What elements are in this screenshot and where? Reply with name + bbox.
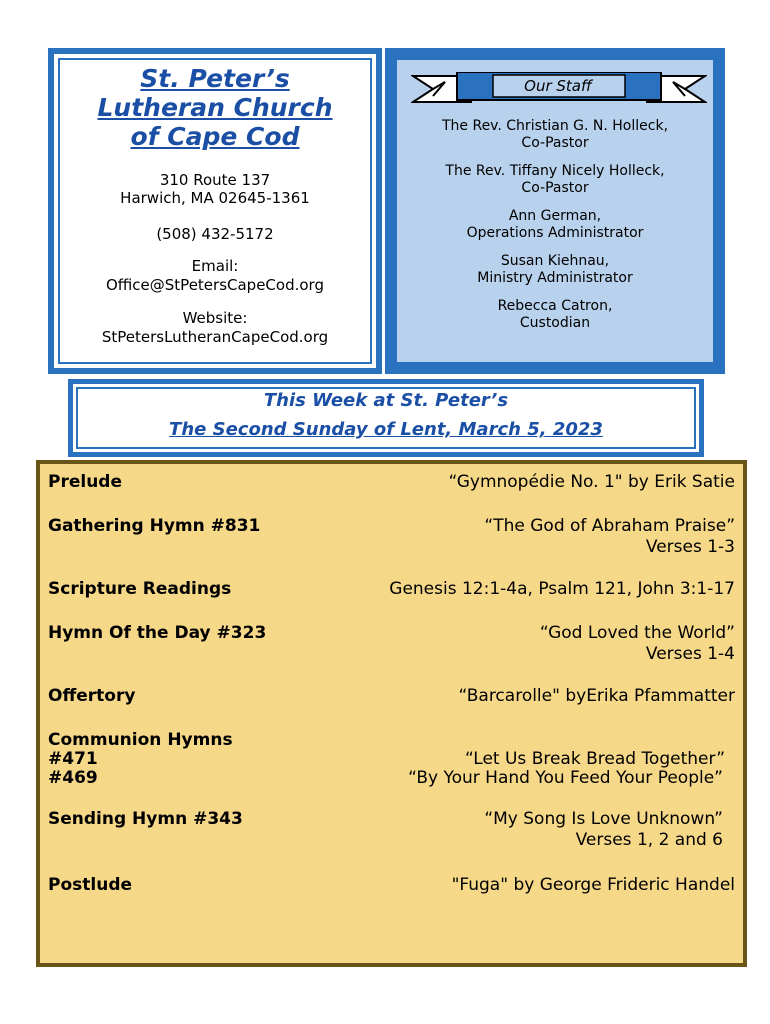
communion-hymn-number: #469	[48, 768, 98, 788]
staff-inner	[395, 58, 715, 364]
postlude-label: Postlude	[48, 875, 133, 895]
staff-role: Co-Pastor	[521, 135, 589, 151]
gathering-value: “The God of Abraham Praise”	[484, 516, 735, 536]
staff-member	[397, 298, 713, 332]
hymn-of-day-value: “God Loved the World”	[539, 623, 735, 643]
website-label: Website:	[182, 309, 248, 327]
postlude-value: "Fuga" by George Frideric Handel	[451, 875, 735, 895]
staff-member	[397, 208, 713, 242]
communion-hymn-title: “By Your Hand You Feed Your People”	[408, 768, 723, 788]
staff-role: Custodian	[519, 315, 591, 331]
sending-value: “My Song Is Love Unknown”	[484, 809, 723, 829]
sending-verses: Verses 1, 2 and 6	[575, 830, 723, 850]
communion-label: Communion Hymns	[48, 730, 233, 750]
church-name-line3: of Cape Cod	[130, 122, 300, 151]
staff-box	[385, 48, 725, 374]
hymn-of-day-verses: Verses 1-4	[645, 644, 735, 664]
this-week-inner-border	[76, 387, 696, 449]
email-link[interactable]: Office@StPetersCapeCod.org	[106, 276, 324, 294]
staff-banner-text: Our Staff	[524, 77, 592, 95]
gathering-label: Gathering Hymn #831	[48, 516, 261, 536]
prelude-label: Prelude	[48, 472, 123, 492]
website-link[interactable]: StPetersLutheranCapeCod.org	[101, 328, 329, 346]
staff-name: The Rev. Christian G. N. Holleck,	[441, 118, 669, 134]
staff-name: The Rev. Tiffany Nicely Holleck,	[445, 163, 665, 179]
church-info-box	[48, 48, 382, 374]
church-name-line1: St. Peter’s	[140, 64, 290, 93]
address-line2: Harwich, MA 02645-1361	[120, 189, 310, 207]
readings-label: Scripture Readings	[48, 579, 232, 599]
this-week-box	[68, 379, 704, 457]
service-order-box	[36, 460, 747, 967]
offertory-value: “Barcarolle" byErika Pfammatter	[458, 686, 735, 706]
prelude-value: “Gymnopédie No. 1" by Erik Satie	[448, 472, 735, 492]
offertory-label: Offertory	[48, 686, 136, 706]
email-label: Email:	[191, 257, 239, 275]
staff-member	[397, 118, 713, 152]
staff-name: Ann German,	[508, 208, 602, 224]
staff-name: Rebecca Catron,	[497, 298, 613, 314]
communion-hymn-title: “Let Us Break Bread Together”	[465, 749, 725, 769]
this-week-subtitle: The Second Sunday of Lent, March 5, 2023	[169, 419, 603, 440]
readings-value: Genesis 12:1-4a, Psalm 121, John 3:1-17	[389, 579, 735, 599]
staff-role: Operations Administrator	[466, 225, 644, 241]
this-week-title: This Week at St. Peter’s	[263, 390, 509, 411]
staff-role: Co-Pastor	[521, 180, 589, 196]
communion-hymn-number: #471	[48, 749, 98, 769]
church-info-inner-border	[58, 58, 372, 364]
church-phone: (508) 432-5172	[156, 225, 274, 243]
staff-list	[397, 118, 713, 343]
sending-label: Sending Hymn #343	[48, 809, 243, 829]
gathering-verses: Verses 1-3	[645, 537, 735, 557]
church-name-line2: Lutheran Church	[97, 93, 333, 122]
hymn-of-day-label: Hymn Of the Day #323	[48, 623, 267, 643]
staff-role: Ministry Administrator	[477, 270, 633, 286]
staff-member	[397, 163, 713, 197]
staff-member	[397, 253, 713, 287]
address-line1: 310 Route 137	[159, 171, 271, 189]
staff-name: Susan Kiehnau,	[500, 253, 610, 269]
